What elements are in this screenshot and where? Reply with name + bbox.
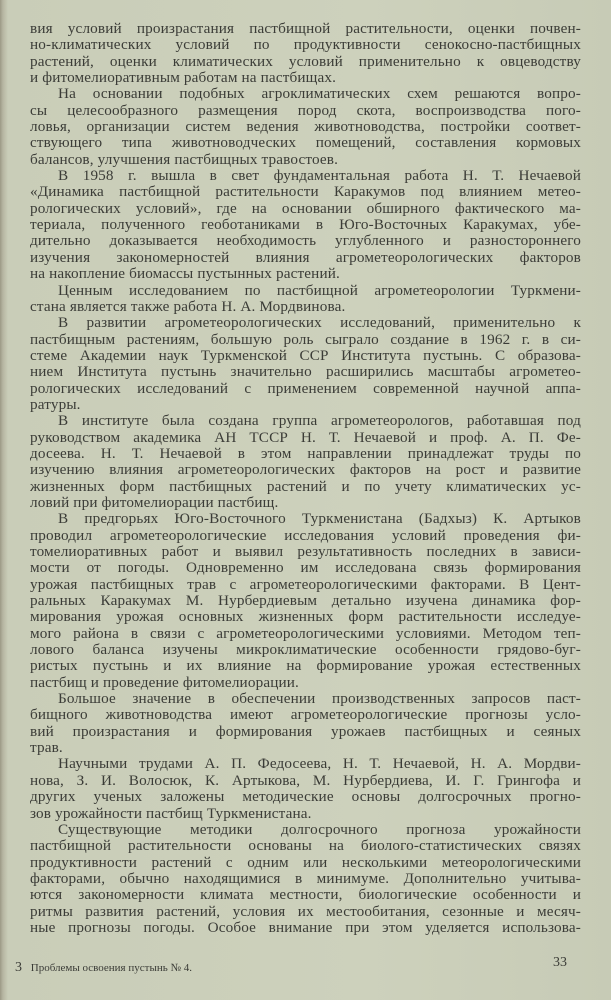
text-line: других ученых заложены методические основы долгосрочных прогно- [30, 789, 581, 806]
text-line: мого района в связи с агрометеорологическими условиями. Методом теп- [30, 625, 581, 642]
text-line: урожая пастбищных трав с агрометеорологическими факторами. В Цент- [30, 576, 581, 593]
page-number: 33 [553, 955, 567, 970]
text-line: дительно доказывается необходимость углубленного и разностороннего [30, 233, 581, 250]
text-line: стана является также работа Н. А. Мордвинова. [30, 298, 346, 315]
text-line: факторами, обычно находящимися в минимуме. Дополнительно учитыва- [30, 870, 581, 887]
text-line: стеме Академии наук Туркменской ССР Института пустынь. С образова- [30, 347, 581, 364]
text-line: проводил агрометеорологические исследования условий проведения фи- [30, 527, 581, 544]
text-line: ствующего типа животноводческих помещений, составления кормовых [30, 135, 581, 152]
body-text [30, 21, 581, 936]
text-line: «Динамика пастбищной растительности Каракумов под влиянием метео- [30, 184, 581, 201]
text-line: рологических исследований с применением современной научной аппа- [30, 380, 581, 397]
text-line: ральных Каракумах М. Нурбердиевым детально изучена динамика фор- [30, 593, 581, 610]
text-line: пастбищной растительности основаны на биолого-статистических связях [30, 838, 581, 855]
text-line: лового баланса изучены микроклиматические особенности грядово-буг- [30, 642, 581, 659]
text-line: вия условий произрастания пастбищной растительности, оценки почвен- [30, 21, 581, 37]
text-line: мости от погоды. Одновременно им исследована связь формирования [30, 560, 581, 577]
text-line: ристых пустынь и их влияние на формирование урожая естественных [30, 658, 581, 675]
text-line: В институте была создана группа агрометеорологов, работавшая под [58, 413, 581, 430]
page-footer [15, 960, 192, 976]
text-line: териала, полученного геоботаниками в Юго-Восточных Каракумах, убе- [30, 217, 581, 234]
text-line: ритмы развития растений, условия их местообитания, сезонные и месяч- [30, 903, 581, 920]
text-line: Существующие методики долгосрочного прогноза урожайности [58, 821, 581, 838]
text-line: на накопление биомассы пустынных растений. [30, 266, 340, 283]
text-line: ные прогнозы погоды. Особое внимание при этом уделяется использова- [30, 919, 581, 936]
text-line: ловий при фитомелиорации пастбищ. [30, 494, 279, 511]
text-line: В развитии агрометеорологических исследований, применительно к [58, 315, 581, 332]
text-line: балансов, улучшения пастбищных травостоев. [30, 151, 339, 168]
text-line: мирования урожая основных жизненных форм растительности исследуе- [30, 609, 581, 626]
text-line: и фитомелиоративным работам на пастбищах. [30, 70, 337, 87]
text-line: В 1958 г. вышла в свет фундаментальная работа Н. Т. Нечаевой [58, 168, 581, 185]
text-line: На основании подобных агроклиматических схем решаются вопро- [58, 86, 581, 103]
text-line: растений, оценки климатических условий применительно к овцеводству [30, 53, 581, 70]
text-line: бищного животноводства имеют агрометеорологические прогнозы усло- [30, 707, 581, 724]
text-line: жизненных форм пастбищных растений и по учету климатических ус- [30, 478, 581, 495]
text-line: изучению влияния агрометеорологических факторов на рост и развитие [30, 462, 581, 479]
text-line: пастбищным растениям, большую роль сыграло создание в 1962 г. в си- [30, 331, 581, 348]
text-line: В предгорьях Юго-Восточного Туркменистана (Бадхыз) К. Артыков [58, 511, 581, 528]
text-line: ются закономерности климата местности, биологические особенности и [30, 887, 581, 904]
text-line: ловья, организации систем ведения животноводства, постройки соответ- [30, 119, 581, 136]
text-line: сы целесообразного размещения пород скота, воспроизводства пого- [30, 102, 581, 119]
text-line: томелиоративных работ и выявил результативность последних в зависи- [30, 544, 581, 560]
text-line: нием Института пустынь значительно расширились масштабы агрометео- [30, 364, 581, 381]
text-line: руководством академика АН ТССР Н. Т. Нечаевой и проф. А. П. Фе- [30, 429, 581, 446]
text-line: Большое значение в обеспечении производственных запросов паст- [58, 691, 581, 708]
text-line: досеева. Н. Т. Нечаевой в этом направлении принадлежат труды по [30, 445, 581, 462]
text-line: вий произрастания и формирования урожаев пастбищных и сеяных [30, 723, 581, 740]
text-line: нова, З. И. Волосюк, К. Артыкова, М. Нурбердиева, И. Г. Грингофа и [30, 772, 581, 789]
text-line: изучения закономерностей влияния агрометеорологических факторов [30, 249, 581, 266]
text-line: пастбищ и проведение фитомелиорации. [30, 674, 299, 691]
text-line: рологических условий», где на основании обширного фактического ма- [30, 200, 581, 217]
text-line: зов урожайности пастбищ Туркменистана. [30, 805, 312, 822]
signature-mark: 3 [15, 960, 22, 975]
text-line: трав. [30, 740, 63, 757]
journal-title: Проблемы освоения пустынь № 4. [30, 962, 192, 974]
text-line: Ценным исследованием по пастбищной агрометеорологии Туркмени- [58, 282, 581, 299]
text-line: продуктивности растений с одним или несколькими метеорологическими [30, 854, 581, 871]
text-line: но-климатических условий по продуктивности сенокосно-пастбищных [30, 37, 581, 54]
text-line: ратуры. [30, 396, 81, 413]
text-line: Научными трудами А. П. Федосеева, Н. Т. Нечаевой, Н. А. Мордви- [58, 756, 581, 773]
